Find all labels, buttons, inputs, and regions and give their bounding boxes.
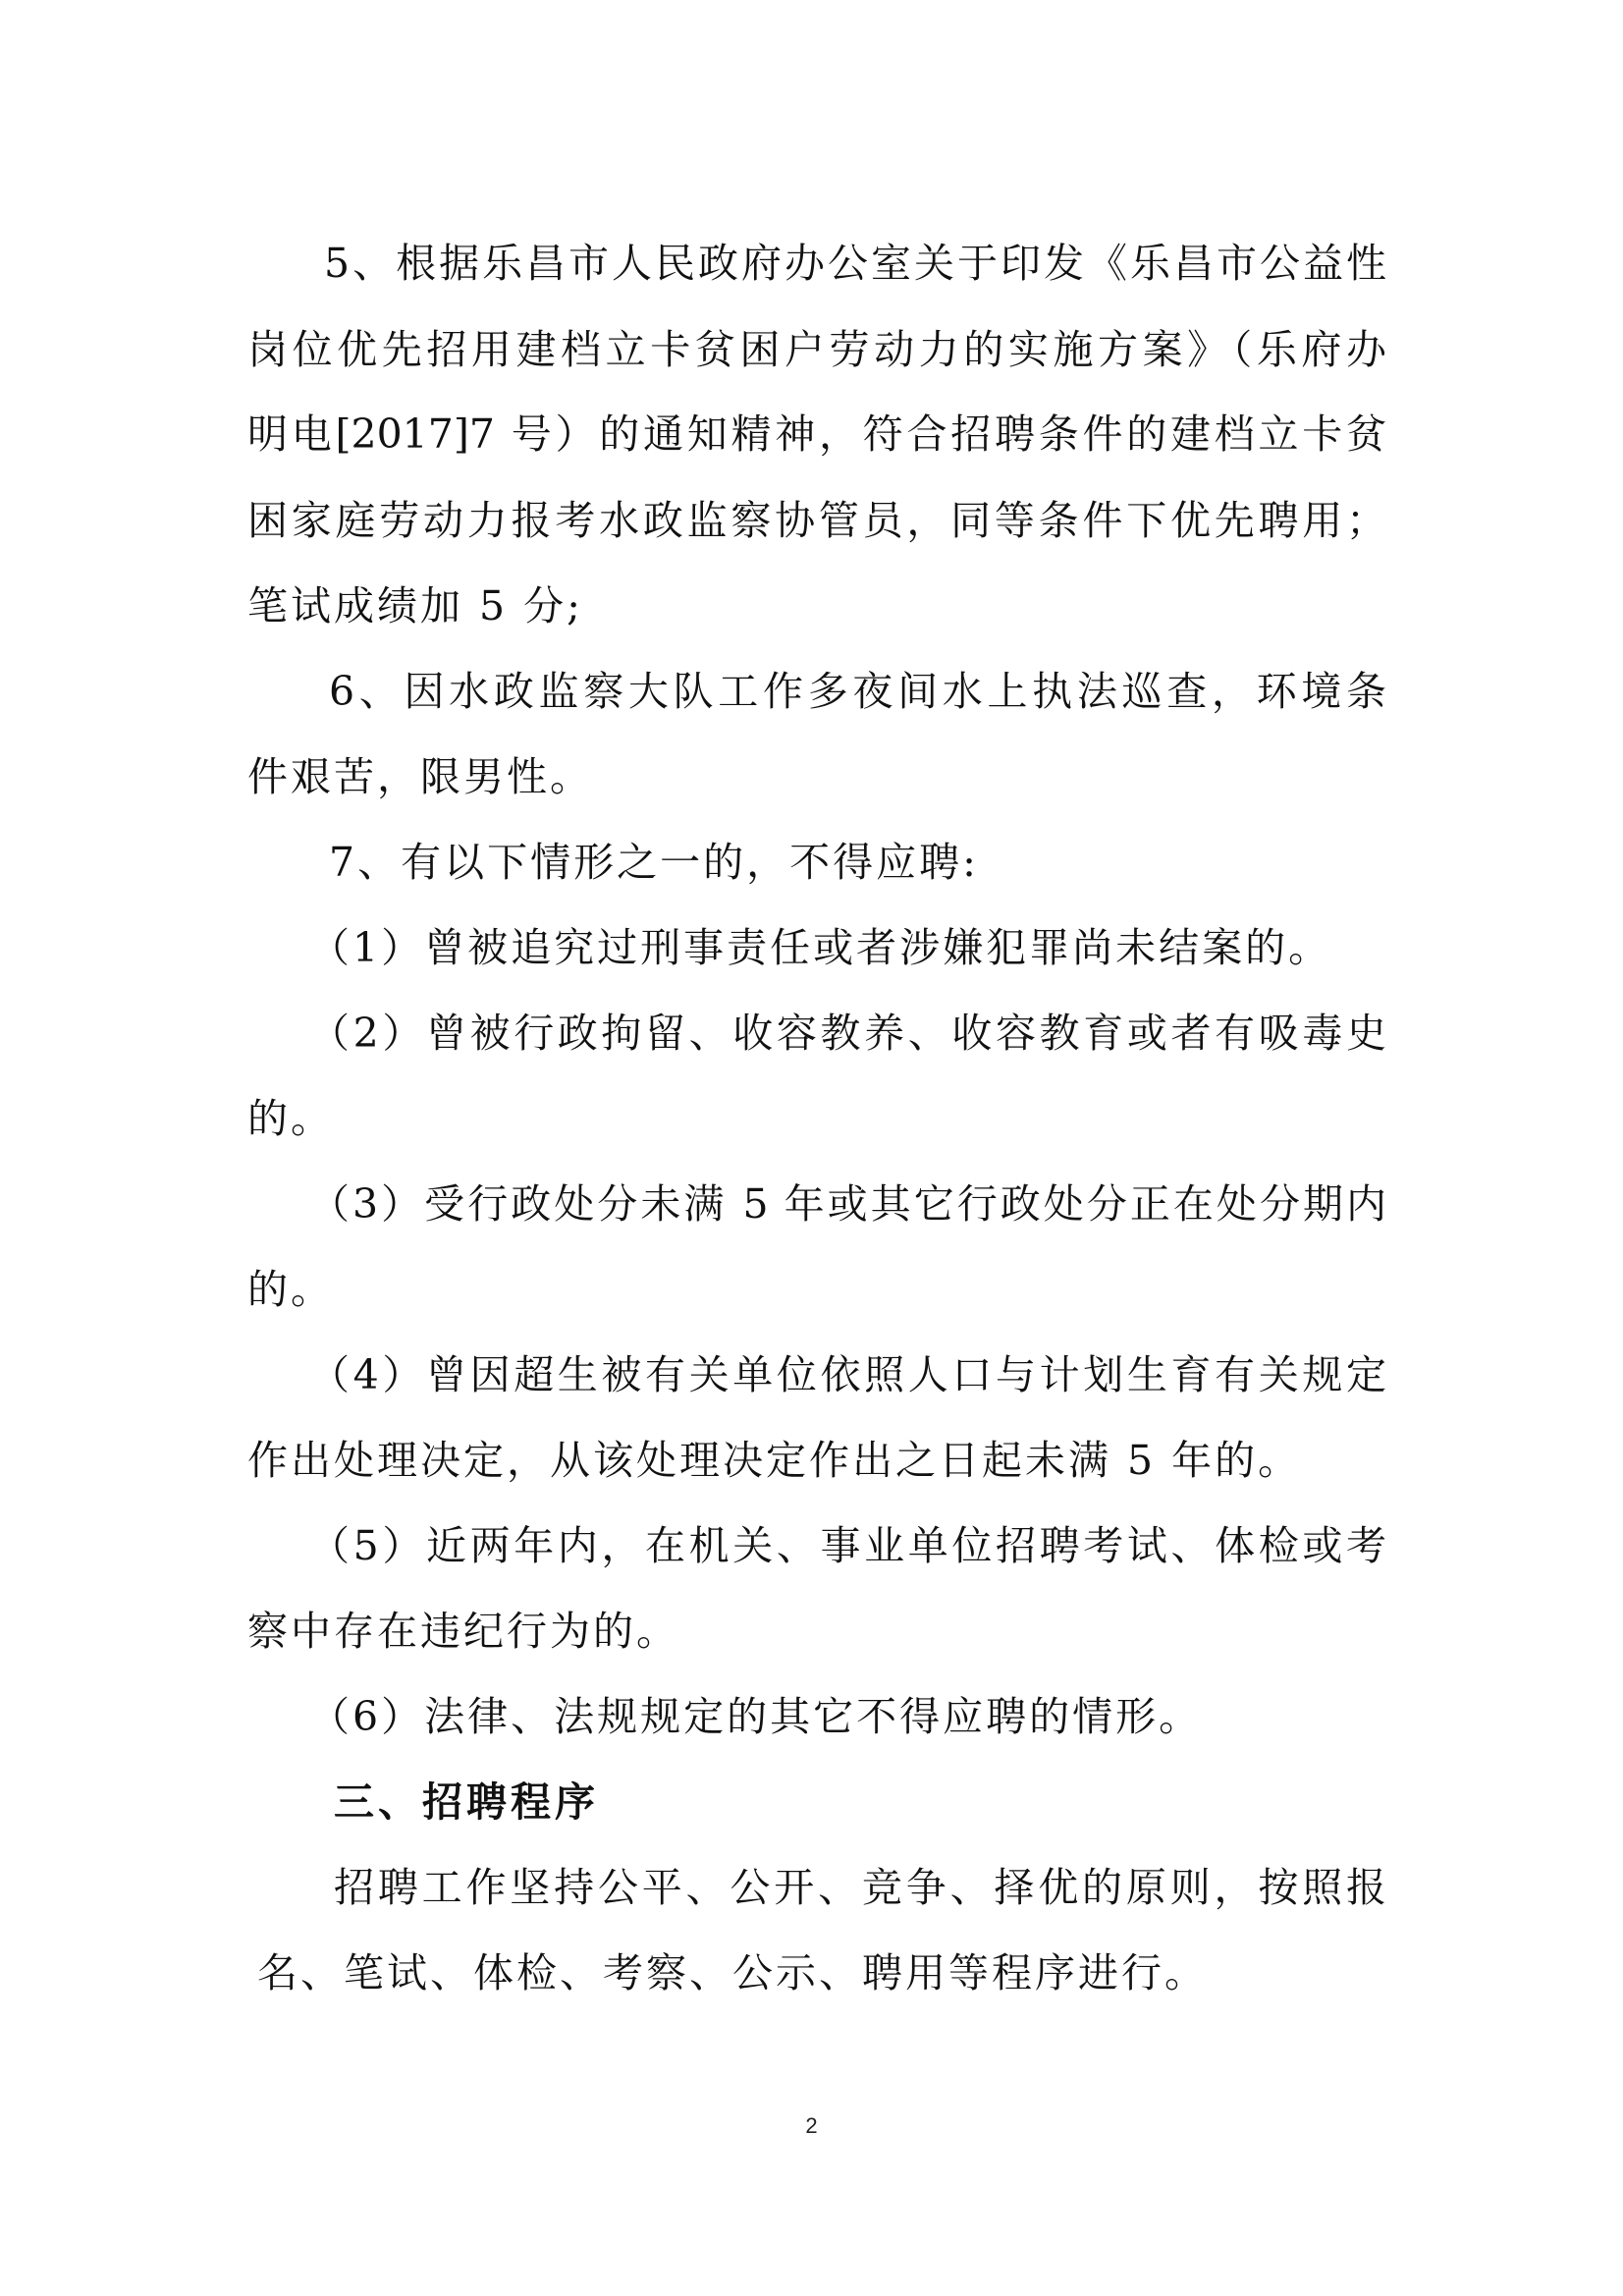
item7-case-3-line-2: 的。 — [247, 1266, 334, 1313]
item7-case-3-line-1: （3）受行政处分未满 5 年或其它行政处分正在处分期内 — [309, 1180, 1386, 1228]
item7-case-2-line-1: （2）曾被行政拘留、收容教养、收容教育或者有吸毒史 — [309, 1010, 1386, 1057]
item7-case-4-line-2: 作出处理决定，从该处理决定作出之日起未满 5 年的。 — [247, 1437, 1302, 1484]
section-3-line-2: 名、笔试、体检、考察、公示、聘用等程序进行。 — [257, 1949, 1208, 1996]
page-number: 2 — [805, 2113, 818, 2138]
item7-case-1: （1）曾被追究过刑事责任或者涉嫌犯罪尚未结案的。 — [309, 924, 1332, 971]
item5-line-3: 明电[2017]7 号）的通知精神，符合招聘条件的建档立卡贫 — [247, 410, 1386, 458]
item6-line-1: 6、因水政监察大队工作多夜间水上执法巡查，环境条 — [329, 668, 1386, 715]
item7-case-6: （6）法律、法规规定的其它不得应聘的情形。 — [309, 1693, 1203, 1740]
section-3-line-1: 招聘工作坚持公平、公开、竞争、择优的原则，按照报 — [334, 1864, 1386, 1911]
item5-line-1: 5、根据乐昌市人民政府办公室关于印发《乐昌市公益性 — [324, 240, 1386, 287]
item7-case-2-line-2: 的。 — [247, 1095, 334, 1142]
item7-case-5-line-2: 察中存在违纪行为的。 — [247, 1608, 679, 1655]
item7-intro: 7、有以下情形之一的，不得应聘: — [329, 839, 979, 886]
item5-line-2: 岗位优先招用建档立卡贫困户劳动力的实施方案》（乐府办 — [247, 326, 1386, 373]
section-3-heading: 三、招聘程序 — [334, 1778, 599, 1826]
item5-line-4: 困家庭劳动力报考水政监察协管员，同等条件下优先聘用； — [247, 497, 1386, 544]
item6-line-2: 件艰苦，限男性。 — [247, 753, 593, 800]
item7-case-4-line-1: （4）曾因超生被有关单位依照人口与计划生育有关规定 — [309, 1351, 1386, 1398]
item5-line-5: 笔试成绩加 5 分; — [247, 582, 583, 629]
item7-case-5-line-1: （5）近两年内，在机关、事业单位招聘考试、体检或考 — [309, 1522, 1386, 1569]
